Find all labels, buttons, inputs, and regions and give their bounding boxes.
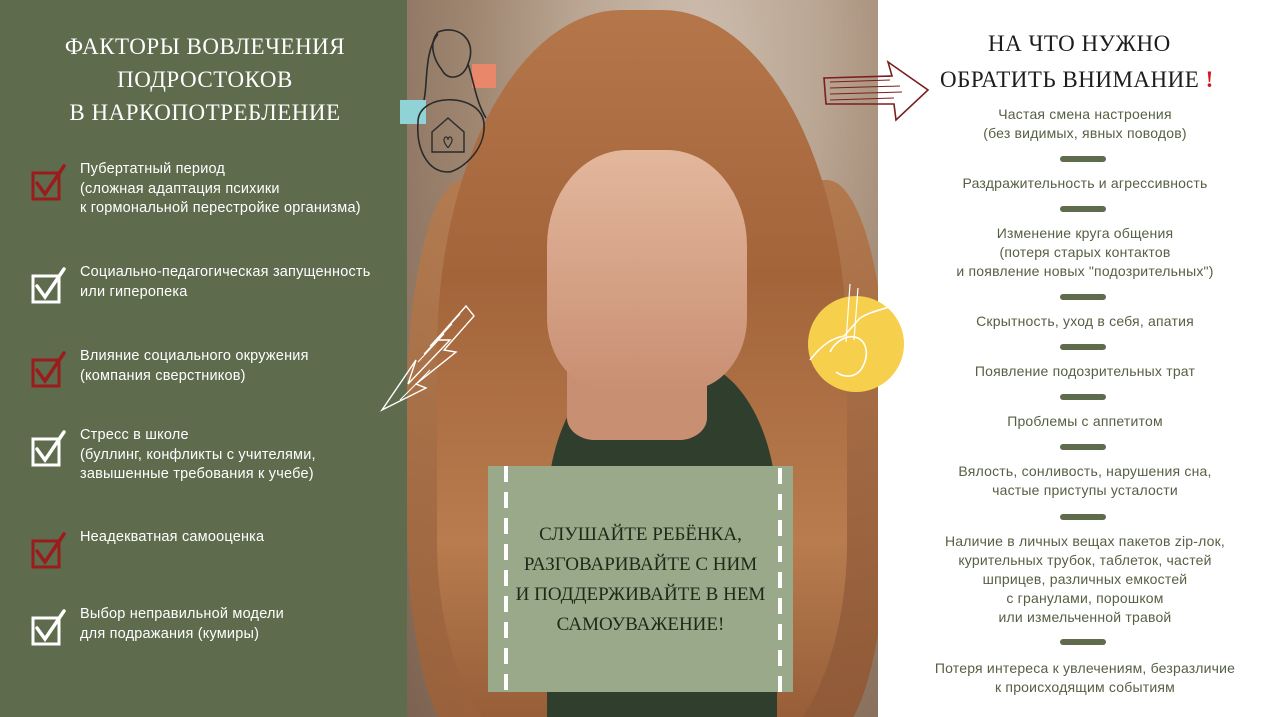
- factor-text: [80, 528, 400, 548]
- factors-title-line: В НАРКОПОТРЕБЛЕНИЕ: [69, 100, 341, 125]
- factor-text: [80, 347, 400, 386]
- warning-sign-line: курительных трубок, таблеток, частей: [958, 552, 1212, 568]
- exclamation-icon: !: [1205, 67, 1214, 92]
- warning-sign-line: Скрытность, уход в себя, апатия: [976, 313, 1194, 329]
- warning-sign-line: к происходящим событиям: [995, 679, 1175, 695]
- factor-text: [80, 160, 400, 219]
- check-box-icon: [30, 609, 68, 647]
- factors-panel: [0, 0, 407, 717]
- factors-title-line: ФАКТОРЫ ВОВЛЕЧЕНИЯ: [64, 34, 346, 59]
- advice-line: И ПОДДЕРЖИВАЙТЕ В НЕМ: [515, 584, 766, 605]
- advice-line: СЛУШАЙТЕ РЕБЁНКА,: [539, 524, 742, 545]
- factor-line: (компания сверстников): [80, 367, 246, 384]
- divider-dash: [1060, 294, 1106, 300]
- warning-sign-line: Потеря интереса к увлечениям, безразличие: [934, 660, 1236, 676]
- factor-line: Неадекватная самооценка: [80, 529, 265, 545]
- photo-hands: [547, 150, 747, 390]
- warning-sign-line: Появление подозрительных трат: [974, 363, 1196, 379]
- warning-sign-line: с гранулами, порошком: [1006, 590, 1164, 606]
- advice-callout: [488, 466, 793, 692]
- signs-title-text: ОБРАТИТЬ ВНИМАНИЕ: [940, 67, 1200, 92]
- mother-child-doodle-icon: [398, 22, 502, 182]
- divider-dash: [1060, 394, 1106, 400]
- warning-sign-line: (потеря старых контактов: [999, 244, 1171, 260]
- factor-line: Влияние социального окружения: [80, 348, 309, 364]
- divider-dash: [1060, 206, 1106, 212]
- factor-line: завышенные требования к учебе): [80, 466, 314, 482]
- warning-sign-line: (без видимых, явных поводов): [983, 125, 1187, 141]
- factor-text: [80, 426, 400, 485]
- warning-sign-item: [900, 362, 1270, 381]
- warning-sign-item: [900, 462, 1270, 500]
- factor-line: Выбор неправильной модели: [80, 606, 284, 622]
- factors-title: [40, 30, 370, 129]
- check-box-icon: [30, 164, 68, 202]
- warning-sign-item: [900, 532, 1270, 627]
- factor-text: [80, 263, 400, 302]
- warning-sign-item: [900, 412, 1270, 431]
- check-box-icon: [30, 267, 68, 305]
- warning-sign-line: или измельченной травой: [998, 609, 1172, 625]
- warning-sign-line: частые приступы усталости: [992, 482, 1178, 498]
- factor-line: Социально-педагогическая запущенность: [80, 264, 371, 280]
- factor-line: (буллинг, конфликты с учителями,: [80, 446, 316, 463]
- check-box-icon: [30, 532, 68, 570]
- warning-sign-item: [900, 174, 1270, 193]
- warning-sign-line: шприцев, различных емкостей: [982, 571, 1188, 587]
- divider-dash: [1060, 639, 1106, 645]
- divider-dash: [1060, 444, 1106, 450]
- factor-line: (сложная адаптация психики: [80, 180, 280, 197]
- warning-sign-item: [900, 659, 1270, 697]
- warning-sign-item: [900, 312, 1270, 331]
- warning-sign-line: Наличие в личных вещах пакетов zip-лок,: [944, 533, 1226, 549]
- factor-line: или гиперопека: [80, 283, 188, 300]
- warning-sign-line: Изменение круга общения: [996, 225, 1174, 241]
- warning-sign-line: Вялость, сонливость, нарушения сна,: [958, 463, 1212, 479]
- warning-sign-line: Раздражительность и агрессивность: [962, 175, 1208, 191]
- factor-text: [80, 605, 400, 644]
- factor-line: к гормональной перестройке организма): [80, 200, 361, 216]
- hand-drawn-arrow-icon: [370, 300, 480, 420]
- advice-text: [488, 520, 793, 640]
- signs-title: [940, 26, 1230, 98]
- check-box-icon: [30, 430, 68, 468]
- factor-line: Пубертатный период: [80, 161, 226, 177]
- signs-title-line: [940, 62, 1230, 98]
- factors-title-line: ПОДРОСТОКОВ: [117, 67, 293, 92]
- advice-line: САМОУВАЖЕНИЕ!: [556, 614, 725, 635]
- warning-sign-item: [900, 105, 1270, 143]
- warning-sign-line: Частая смена настроения: [998, 106, 1172, 122]
- holding-hands-doodle-icon: [800, 282, 922, 402]
- signs-title-line: НА ЧТО НУЖНО: [988, 31, 1171, 56]
- divider-dash: [1060, 156, 1106, 162]
- warning-sign-line: и появление новых "подозрительных"): [956, 263, 1214, 279]
- divider-dash: [1060, 344, 1106, 350]
- warning-sign-line: Проблемы с аппетитом: [1007, 413, 1163, 429]
- factor-line: для подражания (кумиры): [80, 625, 260, 642]
- warning-sign-item: [900, 224, 1270, 281]
- factor-line: Стресс в школе: [80, 427, 189, 443]
- divider-dash: [1060, 514, 1106, 520]
- advice-line: РАЗГОВАРИВАЙТЕ С НИМ: [523, 554, 758, 575]
- check-box-icon: [30, 351, 68, 389]
